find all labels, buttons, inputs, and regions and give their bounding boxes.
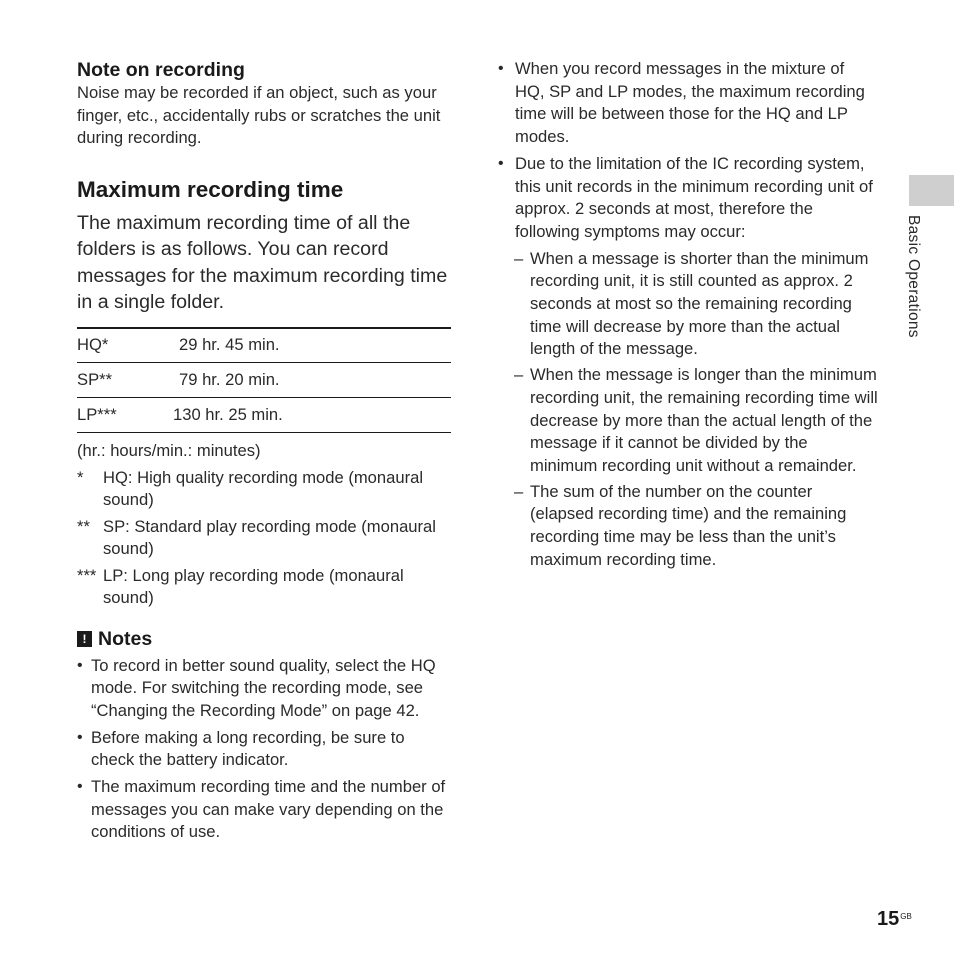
list-item <box>77 655 452 723</box>
footnote-mark: ** <box>77 516 90 536</box>
bullet-icon: • <box>498 60 504 77</box>
left-column <box>77 58 452 848</box>
mode-cell: SP** <box>77 370 113 389</box>
sub-list-item <box>514 364 878 478</box>
max-recording-time-heading: Maximum recording time <box>77 176 344 202</box>
sub-list-item <box>514 481 878 572</box>
dash-icon: – <box>514 365 524 385</box>
right-column <box>498 58 878 574</box>
footnote <box>77 516 452 561</box>
warning-icon: ! <box>77 631 92 647</box>
list-item <box>498 58 878 149</box>
mode-cell: HQ* <box>77 335 109 355</box>
footnote-text: LP: Long play recording mode (monaural sound) <box>103 565 404 607</box>
note-on-recording-heading: Note on recording <box>77 59 245 81</box>
table-row <box>77 398 451 433</box>
mode-cell: LP*** <box>77 405 117 424</box>
sub-item-text: When the message is longer than the minimum recording unit, the remaining recording time will decrease by more than the actual length of the message if it cannot be divided by the minimum recording unit without a remainder. <box>530 365 878 475</box>
footnote-text: HQ: High quality recording mode (monaural sound) <box>103 467 424 509</box>
time-cell: 79 hr. 20 min. <box>179 370 280 389</box>
notes-heading-row <box>77 628 452 651</box>
page-number-suffix: GB <box>900 912 912 921</box>
list-item <box>77 727 452 772</box>
bullet-icon: • <box>77 778 83 796</box>
notes-heading: Notes <box>98 627 153 650</box>
footnote-mark: *** <box>77 565 97 585</box>
note-text: The maximum recording time and the number of messages you can make vary depending on the conditions of use. <box>91 777 446 842</box>
footnote-text: SP: Standard play recording mode (monaural sound) <box>103 516 436 558</box>
time-cell: 29 hr. 45 min. <box>179 335 280 355</box>
dash-icon: – <box>514 248 524 268</box>
bullet-icon: • <box>498 154 504 172</box>
footnote <box>77 565 452 610</box>
note-text: Before making a long recording, be sure to check the battery indicator. <box>91 727 405 770</box>
units-note: (hr.: hours/min.: minutes) <box>77 441 261 460</box>
note-on-recording-text: Noise may be recorded if an object, such as your finger, etc., accidentally rubs or scratches the unit during recording. <box>77 83 441 147</box>
bullet-icon: • <box>77 728 83 746</box>
footnote-mark: * <box>77 467 84 487</box>
sub-item-text: The sum of the number on the counter (elapsed recording time) and the remaining recording time may be less than the unit’s maximum recording time. <box>530 481 847 569</box>
table-row <box>77 363 451 398</box>
bullet-text: Due to the limitation of the IC recording system, this unit records in the minimum recording unit of approx. 2 seconds at most, therefore the following symptoms may occur: <box>515 153 873 241</box>
max-recording-time-intro: The maximum recording time of all the folders is as follows. You can record messages for the maximum recording time in a single folder. <box>77 211 448 313</box>
note-text: To record in better sound quality, select the HQ mode. For switching the recording mode, see “Changing the Recording Mode” on page 42. <box>91 655 436 720</box>
footnote <box>77 467 452 512</box>
page-number <box>877 908 912 931</box>
section-tab <box>909 175 954 206</box>
section-label: Basic Operations <box>905 215 922 338</box>
list-item <box>77 776 452 844</box>
sub-list-item <box>514 248 878 362</box>
dash-icon: – <box>514 481 524 501</box>
recording-time-table <box>77 327 451 434</box>
page-number-value: 15 <box>877 908 900 930</box>
bullet-text: When you record messages in the mixture of HQ, SP and LP modes, the maximum recording time will be between those for the HQ and LP modes. <box>515 59 865 147</box>
time-cell: 130 hr. 25 min. <box>173 405 283 424</box>
sub-item-text: When a message is shorter than the minimum recording unit, it is still counted as approx. 2 seconds at most so the remaining recording time will decrease by more than the actual length of the message. <box>530 248 869 359</box>
bullet-icon: • <box>77 656 83 674</box>
table-row <box>77 328 451 363</box>
list-item <box>498 153 878 244</box>
